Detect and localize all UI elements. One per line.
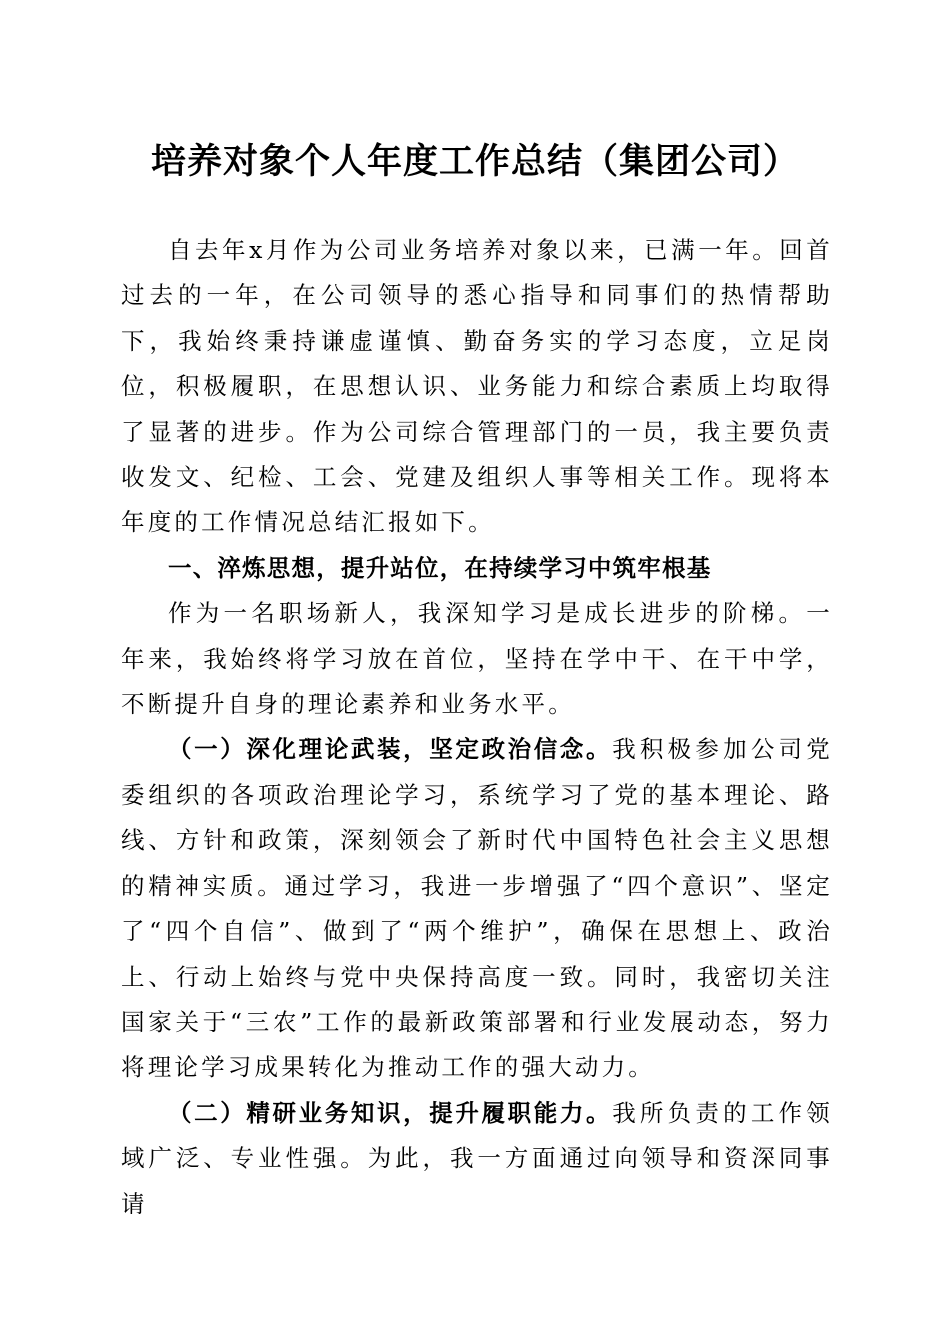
document-title: 培养对象个人年度工作总结（集团公司） (150, 141, 799, 182)
section-1-lead-paragraph: 作为一名职场新人，我深知学习是成长进步的阶梯。一年来，我始终将学习放在首位，坚持在学中干、在干中学，不断提升自身的理论素养和业务水平。 (121, 599, 833, 719)
subsection-1-heading: （一）深化理论武装，坚定政治信念。 (168, 735, 613, 764)
document-body (121, 228, 833, 1227)
subsection-1-body: 我积极参加公司党委组织的各项政治理论学习，系统学习了党的基本理论、路线、方针和政策，深刻领会了新时代中国特色社会主义思想的精神实质。通过学习，我进一步增强了“四个意识”、坚定了“四个自信”、做到了“两个维护”，确保在思想上、政治上、行动上始终与党中央保持高度一致。同时，我密切关注国家关于“三农”工作的最新政策部署和行业发展动态，努力将理论学习成果转化为推动工作的强大动力。 (121, 735, 833, 1082)
subsection-2-heading: （二）精研业务知识，提升履职能力。 (168, 1098, 613, 1127)
intro-paragraph: 自去年x月作为公司业务培养对象以来，已满一年。回首过去的一年，在公司领导的悉心指导和同事们的热情帮助下，我始终秉持谦虚谨慎、勤奋务实的学习态度，立足岗位，积极履职，在思想认识、业务能力和综合素质上均取得了显著的进步。作为公司综合管理部门的一员，我主要负责收发文、纪检、工会、党建及组织人事等相关工作。现将本年度的工作情况总结汇报如下。 (121, 236, 833, 537)
section-1-heading: 一、淬炼思想，提升站位，在持续学习中筑牢根基 (168, 553, 712, 582)
subsection-2-body: 我所负责的工作领域广泛、专业性强。为此，我一方面通过向领导和资深同事请 (121, 1098, 833, 1218)
subsection-2-paragraph (121, 1091, 833, 1227)
subsection-1-paragraph (121, 727, 833, 1090)
